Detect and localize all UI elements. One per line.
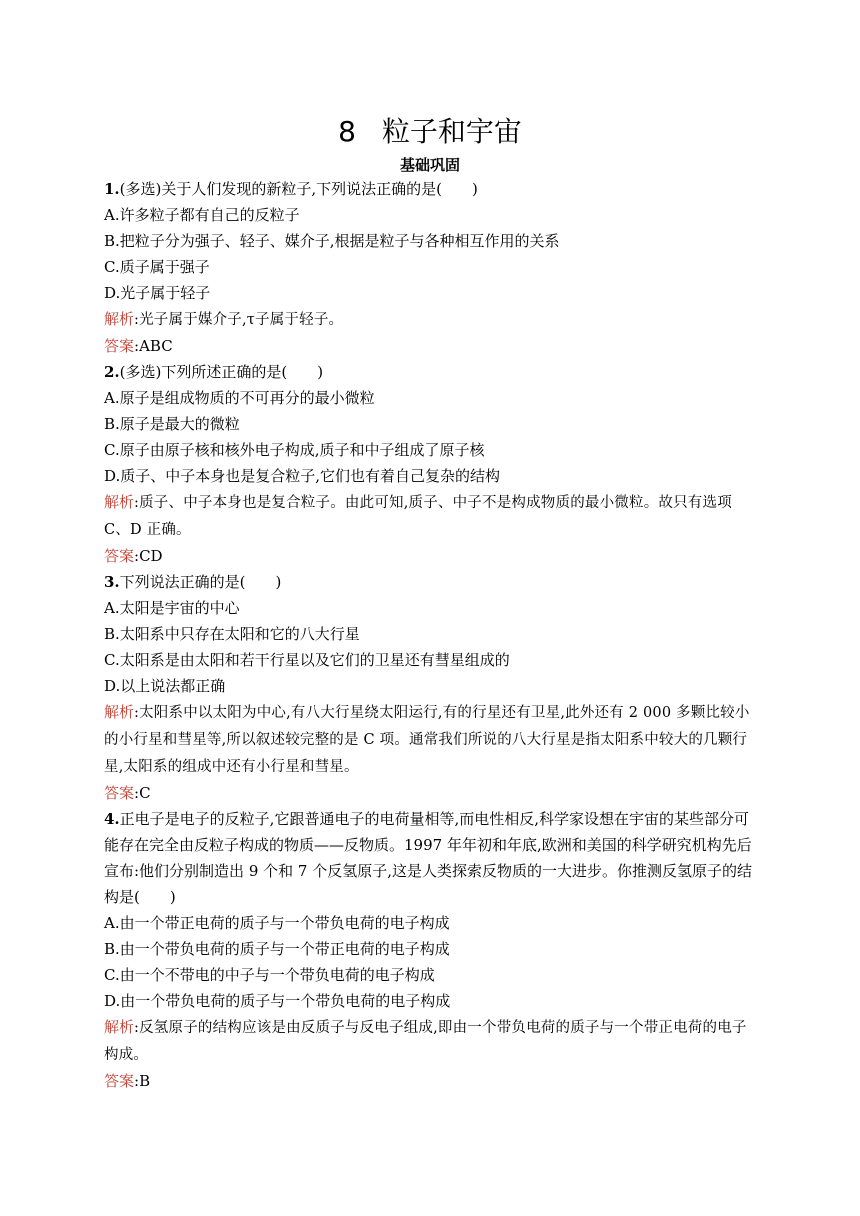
question-number: 2. [104,363,120,381]
analysis [104,1014,756,1068]
answer [104,1068,756,1094]
analysis-text: :质子、中子本身也是复合粒子。由此可知,质子、中子不是构成物质的最小微粒。故只有选项 C、D 正确。 [104,495,732,538]
answer-text: :C [134,784,151,802]
option-a: A.由一个带正电荷的质子与一个带负电荷的电子构成 [104,914,450,932]
analysis-label: 解析 [104,493,135,511]
option-b: B.把粒子分为强子、轻子、媒介子,根据是粒子与各种相互作用的关系 [104,232,560,250]
analysis [104,489,756,543]
question-number: 4. [104,810,120,828]
option-c: C.太阳系是由太阳和若干行星以及它们的卫星还有彗星组成的 [104,651,510,669]
option-a: A.太阳是宇宙的中心 [104,599,240,617]
option-d: D.质子、中子本身也是复合粒子,它们也有着自己复杂的结构 [104,467,501,485]
document-page [104,112,756,1094]
answer-label: 答案 [104,1072,135,1090]
question-stem [104,569,756,595]
option-c: C.质子属于强子 [104,258,210,276]
title-number: 8 [338,115,356,148]
analysis-label: 解析 [104,1018,135,1036]
analysis-text: :反氢原子的结构应该是由反质子与反电子组成,即由一个带负电荷的质子与一个带正电荷的电子构成。 [104,1020,747,1063]
analysis-label: 解析 [104,310,135,328]
analysis-label: 解析 [104,703,135,721]
answer-text: :ABC [134,337,173,355]
question-stem [104,359,756,385]
question-3 [104,569,756,806]
option-b: B.太阳系中只存在太阳和它的八大行星 [104,625,360,643]
answer-label: 答案 [104,547,135,565]
question-number: 1. [104,180,120,198]
answer-label: 答案 [104,337,135,355]
question-stem-text: (多选)下列所述正确的是( ) [119,363,324,381]
answer-text: :B [134,1072,151,1090]
option-d: D.光子属于轻子 [104,284,211,302]
option-d: D.由一个带负电荷的质子与一个带负电荷的电子构成 [104,992,451,1010]
answer [104,333,756,359]
analysis [104,699,756,780]
analysis [104,306,756,333]
page-title [104,112,756,152]
question-stem-text: 下列说法正确的是( ) [119,573,282,591]
question-stem-text: (多选)关于人们发现的新粒子,下列说法正确的是( ) [119,180,478,198]
option-b: B.由一个带负电荷的质子与一个带正电荷的电子构成 [104,940,450,958]
answer-text: :CD [134,547,163,565]
answer [104,543,756,569]
question-2 [104,359,756,569]
section-heading: 基础巩固 [399,156,460,174]
question-4 [104,806,756,1094]
option-a: A.许多粒子都有自己的反粒子 [104,206,300,224]
question-1 [104,176,756,359]
option-a: A.原子是组成物质的不可再分的最小微粒 [104,389,375,407]
option-c: C.原子由原子核和核外电子构成,质子和中子组成了原子核 [104,441,485,459]
answer-label: 答案 [104,784,135,802]
question-stem [104,176,756,202]
title-text: 粒子和宇宙 [381,115,522,148]
answer [104,780,756,806]
question-stem-text: 正电子是电子的反粒子,它跟普通电子的电荷量相等,而电性相反,科学家设想在宇宙的某些部分可能存在完全由反粒子构成的物质——反物质。1997 年年初和年底,欧洲和美国的科学研究机构先后宣布:他们分别制造出 9 个和 7 个反氢原子,这是人类探索反物质的一大进步。你推测反氢原子的结构是( ) [104,810,752,906]
analysis-text: :太阳系中以太阳为中心,有八大行星绕太阳运行,有的行星还有卫星,此外还有 2 000 多颗比较小的小行星和彗星等,所以叙述较完整的是 C 项。通常我们所说的八大行星是指太阳系中较大的几颗行星,太阳系的组成中还有小行星和彗星。 [104,705,750,775]
option-b: B.原子是最大的微粒 [104,415,240,433]
analysis-text: :光子属于媒介子,τ子属于轻子。 [134,312,344,328]
question-number: 3. [104,573,120,591]
option-c: C.由一个不带电的中子与一个带负电荷的电子构成 [104,966,435,984]
question-stem [104,806,756,910]
option-d: D.以上说法都正确 [104,677,226,695]
